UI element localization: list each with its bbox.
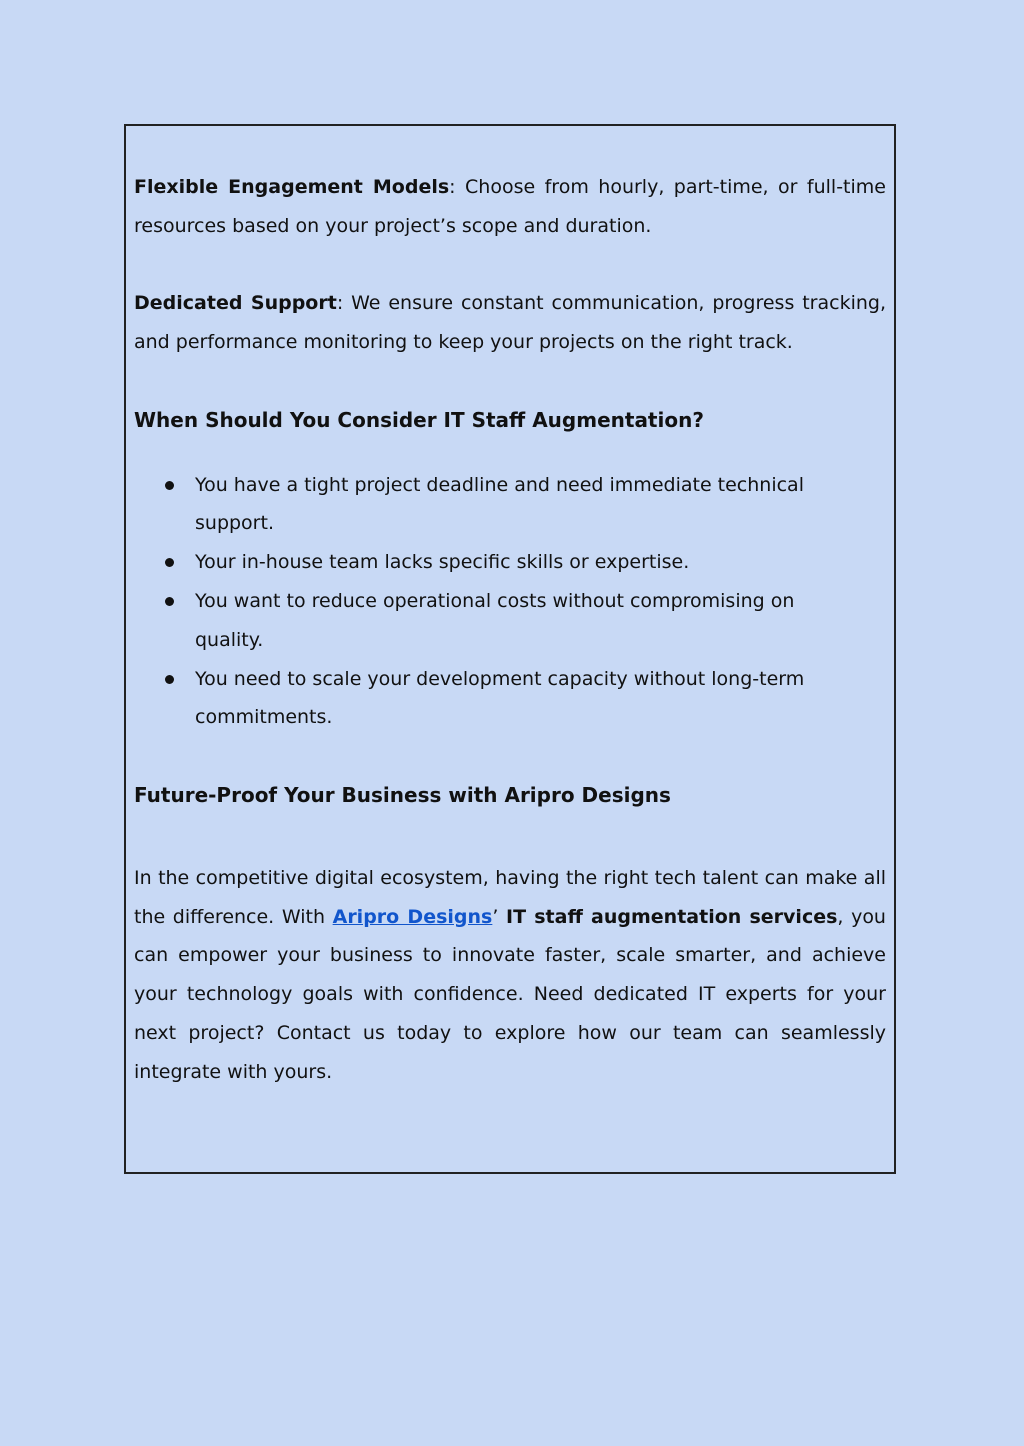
closing-intro: In the competitive digital ecosystem, having the right tech talent can make all the difference. With — [134, 866, 886, 928]
flexible-paragraph — [134, 168, 886, 246]
list-item-text: Your in-house team lacks specific skills or expertise. — [195, 551, 690, 574]
list-item-text: You have a tight project deadline and need immediate technical support. — [195, 473, 804, 535]
bullet-icon — [165, 558, 174, 567]
list-item — [195, 660, 886, 738]
list-item — [195, 582, 886, 660]
when-heading: When Should You Consider IT Staff Augmentation? — [134, 407, 704, 432]
list-item-text: You need to scale your development capacity without long-term commitments. — [195, 667, 805, 729]
spacer — [134, 737, 886, 776]
flexible-title: Flexible Engagement Models — [134, 176, 450, 198]
flexible-body: : Choose from hourly, part-time, or full-time resources based on your project’s scope and duration. — [134, 176, 886, 237]
future-heading: Future-Proof Your Business with Aripro Designs — [134, 782, 671, 807]
content-box — [124, 124, 896, 1174]
support-paragraph — [134, 284, 886, 362]
list-item-text: You want to reduce operational costs without compromising on quality. — [195, 589, 795, 651]
list-item — [195, 543, 886, 582]
spacer — [134, 362, 886, 401]
spacer — [134, 815, 886, 859]
closing-rest: , you can empower your business to innovate faster, scale smarter, and achieve your technology goals with confidence. Need dedicated IT experts for your next project? Contact us today to explore how our team can seamlessly integrate with yours. — [134, 905, 886, 1083]
bullet-icon — [165, 481, 174, 490]
aripro-designs-link[interactable]: Aripro Designs — [332, 905, 493, 928]
support-body: : We ensure constant communication, progress tracking, and performance monitoring to keep your projects on the right track. — [134, 292, 886, 354]
spacer — [134, 246, 886, 285]
bullet-icon — [165, 675, 174, 684]
closing-paragraph — [134, 859, 886, 1092]
list-item — [195, 466, 886, 544]
closing-apostrophe: ’ — [492, 905, 507, 928]
bullet-icon — [165, 597, 174, 606]
closing-bold-text: IT staff augmentation services — [506, 905, 838, 928]
bullet-list — [134, 466, 886, 738]
support-title: Dedicated Support — [134, 292, 337, 315]
spacer — [134, 440, 886, 466]
